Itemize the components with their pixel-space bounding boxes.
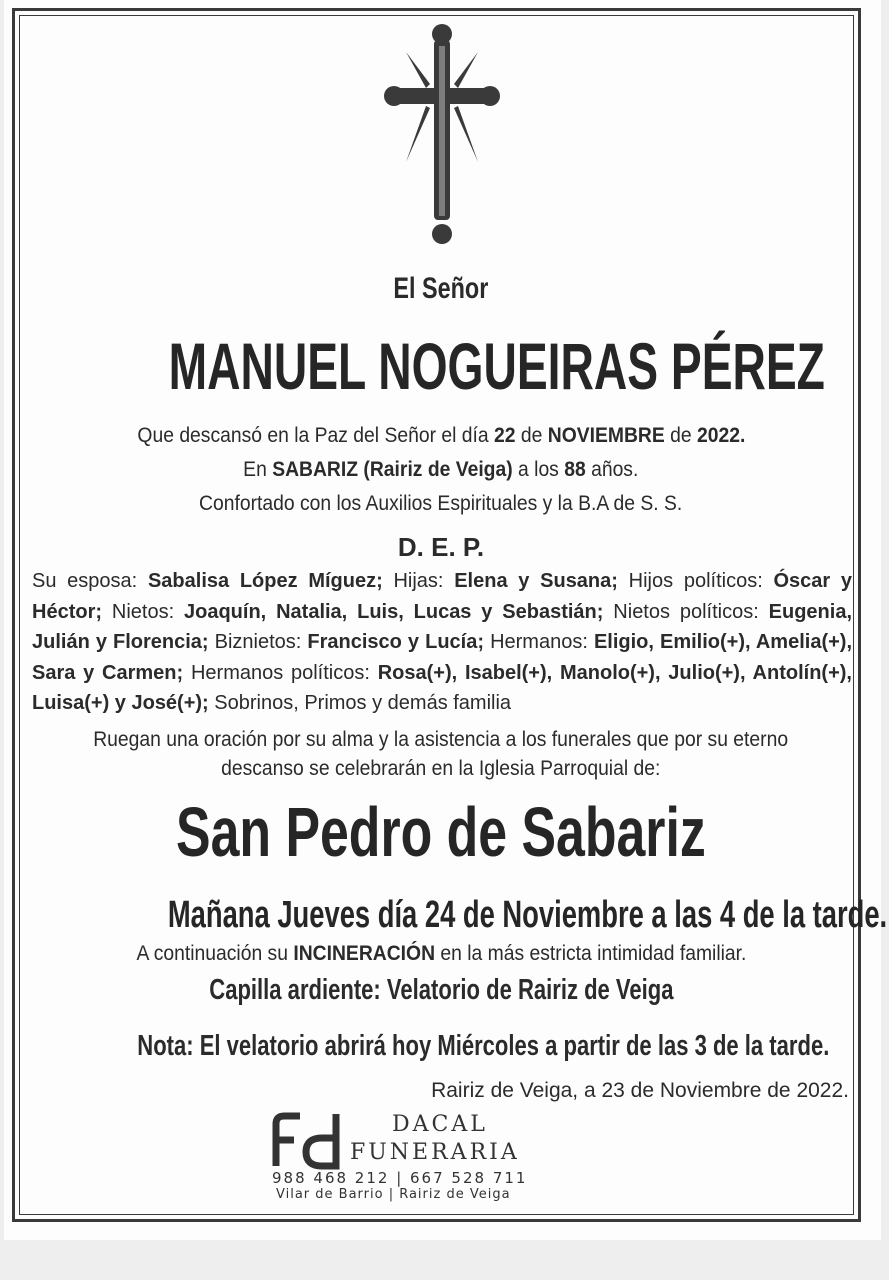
funeral-home-logo-icon — [270, 1110, 350, 1170]
family-relation-label: Hijas: — [382, 570, 455, 592]
family-names: Joaquín, Natalia, Luis, Lucas y Sebastián; — [184, 600, 604, 623]
family-relation-label: Hermanos: — [484, 631, 594, 653]
cross-icon — [382, 22, 502, 247]
family-relation-label: Hijos políticos: — [617, 570, 774, 592]
nota-line: Nota: El velatorio abrirá hoy Miércoles a partir de las 3 de la tarde. — [137, 1030, 830, 1062]
mass-line: Mañana Jueves día 24 de Noviembre a las 4 de la tarde. — [167, 894, 888, 936]
funeral-home-phones: 988 468 212 | 667 528 711 — [272, 1169, 528, 1187]
family-names: Sabalisa López Míguez; — [147, 570, 383, 592]
family-relation-label: Hermanos políticos: — [183, 661, 378, 684]
family-relation-label: Nietos políticos: — [603, 600, 769, 623]
church-name: San Pedro de Sabariz — [176, 793, 706, 871]
dep-line: D. E. P. — [397, 532, 485, 562]
funeral-home-name-1: DACAL — [392, 1112, 488, 1137]
request-line-2: descanso se celebrarán en la Iglesia Parroquial de: — [221, 757, 661, 780]
family-names: Eugenia, Julián y Florencia; — [32, 600, 853, 653]
dateline: Rairiz de Veiga, a 23 de Noviembre de 2022. — [431, 1079, 849, 1102]
comfort-line: Confortado con los Auxilios Espirituales y la B.A de S. S. — [199, 492, 683, 515]
family-names: Rosa(+), Isabel(+), Manolo(+), Julio(+), Antolín(+), Luisa(+) y José(+); — [32, 661, 852, 714]
capilla-line: Capilla ardiente: Velatorio de Rairiz de Veiga — [208, 974, 674, 1006]
funeral-home-places: Vilar de Barrio | Rairiz de Veiga — [276, 1187, 511, 1202]
deceased-name: MANUEL NOGUEIRAS PÉREZ — [168, 329, 825, 403]
family-names: Elena y Susana; — [454, 570, 618, 592]
family-names: Óscar y Héctor; — [32, 570, 853, 623]
family-relation-label: Biznietos: — [208, 631, 308, 653]
family-relation-label: Su esposa: — [32, 570, 148, 592]
family-relation-label: Sobrinos, Primos y demás familia — [208, 692, 512, 714]
family-names: Eligio, Emilio(+), Amelia(+), Sara y Carmen; — [32, 631, 852, 684]
place-line: En SABARIZ (Rairiz de Veiga) a los 88 años. — [243, 458, 639, 481]
family-names: Francisco y Lucía; — [307, 631, 485, 653]
title-senor: El Señor — [393, 272, 489, 305]
family-relation-label: Nietos: — [102, 600, 184, 623]
cremation-line: A continuación su INCINERACIÓN en la más estricta intimidad familiar. — [136, 942, 746, 965]
funeral-home-name-2: FUNERARIA — [350, 1140, 520, 1165]
family-paragraph — [32, 566, 852, 719]
request-line-1: Ruegan una oración por su alma y la asistencia a los funerales que por su eterno — [93, 728, 789, 751]
death-line: Que descansó en la Paz del Señor el día 22 de NOVIEMBRE de 2022. — [137, 424, 745, 447]
